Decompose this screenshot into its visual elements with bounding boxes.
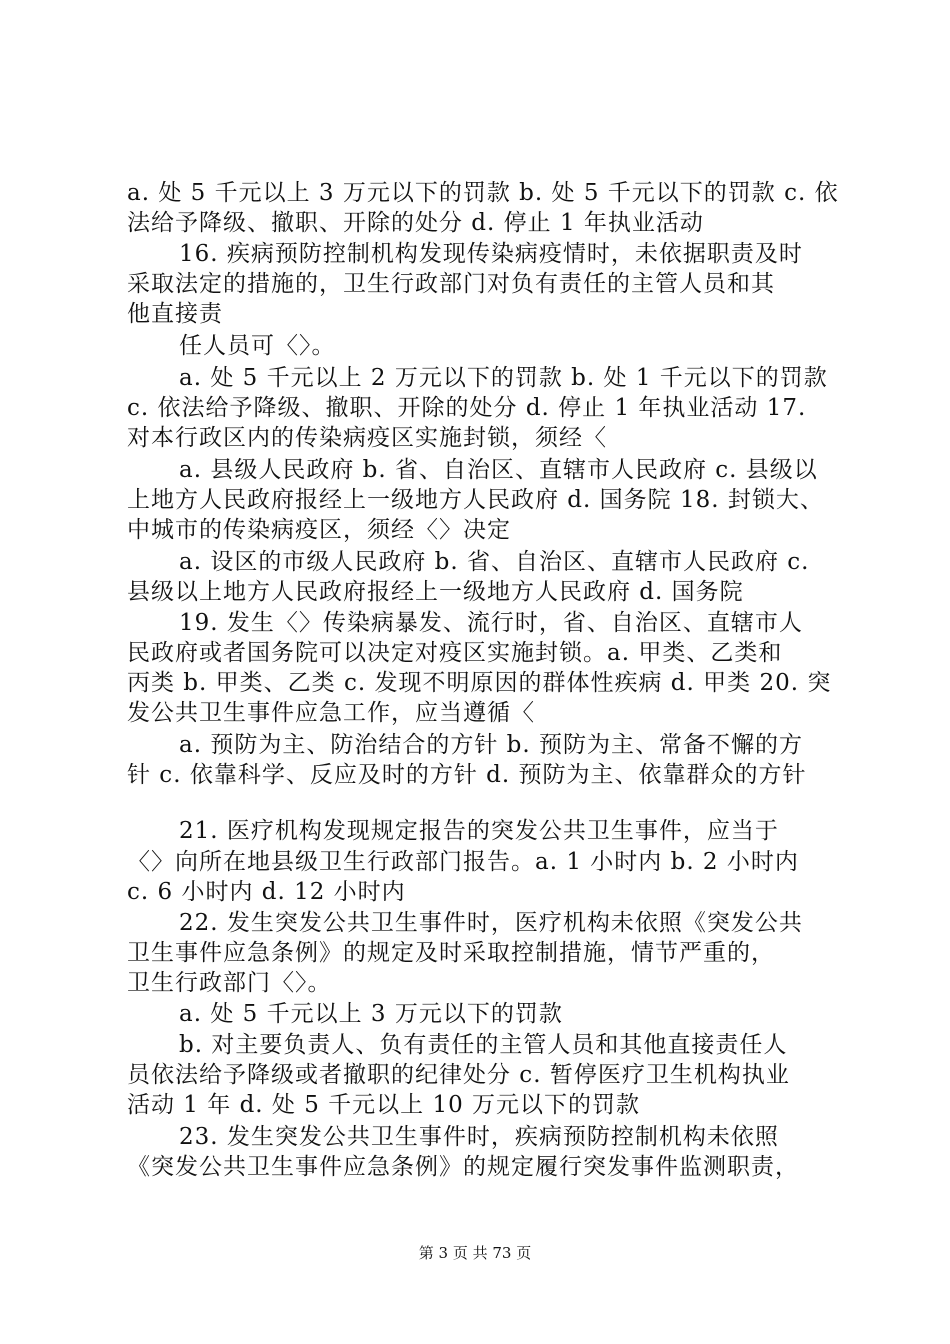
text-line: 上地方人民政府报经上一级地方人民政府 d. 国务院 18. 封锁大、: [127, 487, 824, 513]
text-line: 采取法定的措施的，卫生行政部门对负有责任的主管人员和其: [127, 271, 775, 297]
text-line: 发公共卫生事件应急工作，应当遵循〈: [127, 700, 535, 726]
text-line: 〈〉向所在地县级卫生行政部门报告。a. 1 小时内 b. 2 小时内: [127, 849, 799, 875]
text-line: 对本行政区内的传染病疫区实施封锁，须经〈: [127, 425, 607, 451]
text-line: 卫生行政部门〈〉。: [127, 970, 332, 996]
text-line: b. 对主要负责人、负有责任的主管人员和其他直接责任人: [179, 1032, 788, 1058]
text-line: 法给予降级、撤职、开除的处分 d. 停止 1 年执业活动: [127, 210, 704, 236]
text-line: a. 处 5 千元以上 2 万元以下的罚款 b. 处 1 千元以下的罚款: [179, 365, 828, 391]
text-line: 《突发公共卫生事件应急条例》的规定履行突发事件监测职责，: [127, 1154, 799, 1180]
text-line: 县级以上地方人民政府报经上一级地方人民政府 d. 国务院: [127, 579, 744, 605]
text-line: a. 处 5 千元以上 3 万元以下的罚款: [179, 1001, 563, 1027]
text-line: 丙类 b. 甲类、乙类 c. 发现不明原因的群体性疾病 d. 甲类 20. 突: [127, 670, 832, 696]
text-line: 他直接责: [127, 301, 223, 327]
text-line: a. 处 5 千元以上 3 万元以下的罚款 b. 处 5 千元以下的罚款 c. 依: [127, 180, 839, 206]
text-line: a. 设区的市级人民政府 b. 省、自治区、直辖市人民政府 c.: [179, 549, 810, 575]
text-line: c. 6 小时内 d. 12 小时内: [127, 879, 406, 905]
text-line: c. 依法给予降级、撤职、开除的处分 d. 停止 1 年执业活动 17.: [127, 395, 807, 421]
text-line: 21. 医疗机构发现规定报告的突发公共卫生事件，应当于: [179, 818, 779, 844]
text-line: 任人员可〈〉。: [179, 333, 336, 359]
text-line: a. 县级人民政府 b. 省、自治区、直辖市人民政府 c. 县级以: [179, 457, 818, 483]
text-line: 卫生事件应急条例》的规定及时采取控制措施，情节严重的，: [127, 940, 775, 966]
text-line: 19. 发生〈〉传染病暴发、流行时，省、自治区、直辖市人: [179, 610, 803, 636]
text-line: 员依法给予降级或者撤职的纪律处分 c. 暂停医疗卫生机构执业: [127, 1062, 790, 1088]
text-line: 中城市的传染病疫区，须经〈〉决定: [127, 517, 511, 543]
page-footer: 第 3 页 共 73 页: [418, 1244, 532, 1262]
text-line: 活动 1 年 d. 处 5 千元以上 10 万元以下的罚款: [127, 1092, 641, 1118]
text-line: 22. 发生突发公共卫生事件时，医疗机构未依照《突发公共: [179, 910, 803, 936]
text-line: 针 c. 依靠科学、反应及时的方针 d. 预防为主、依靠群众的方针: [127, 762, 807, 788]
text-line: 16. 疾病预防控制机构发现传染病疫情时，未依据职责及时: [179, 241, 803, 267]
text-line: 民政府或者国务院可以决定对疫区实施封锁。a. 甲类、乙类和: [127, 640, 783, 666]
text-line: a. 预防为主、防治结合的方针 b. 预防为主、常备不懈的方: [179, 732, 803, 758]
text-line: 23. 发生突发公共卫生事件时，疾病预防控制机构未依照: [179, 1124, 779, 1150]
